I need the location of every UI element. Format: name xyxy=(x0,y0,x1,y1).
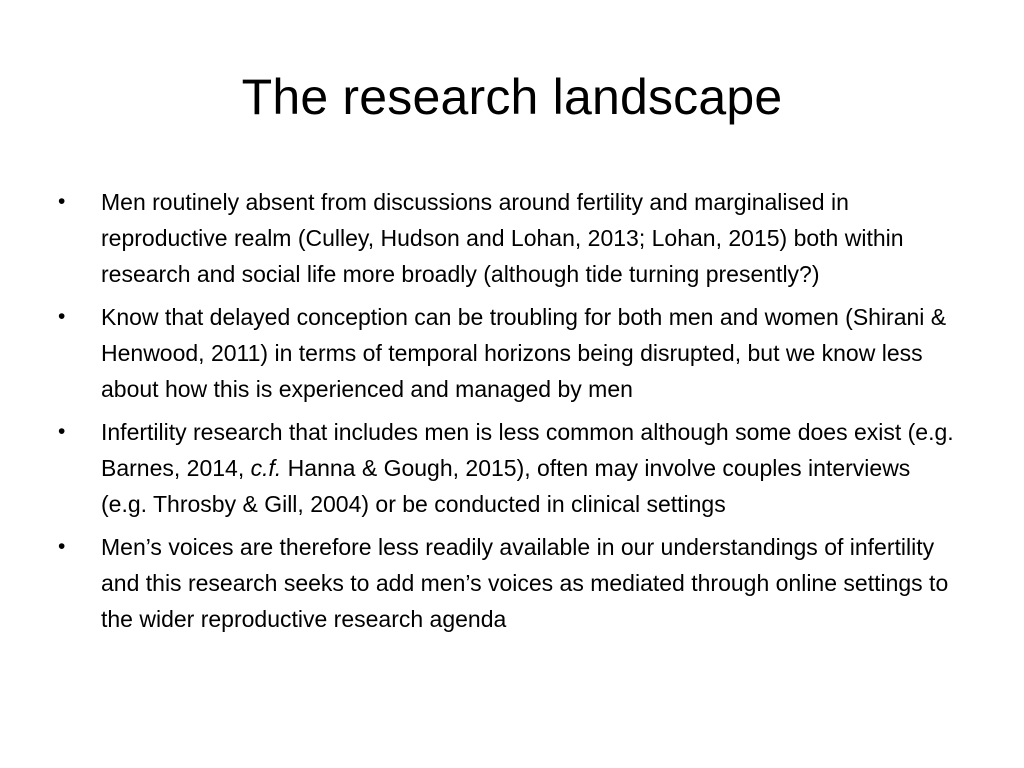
bullet-dot-icon: • xyxy=(58,190,66,213)
bullet-item-1 xyxy=(52,184,962,292)
bullet-text xyxy=(101,419,954,517)
bullet-text-part: Infertility research that includes men is less common although some does exist (e.g. Barnes, 2014, xyxy=(101,419,954,481)
bullet-item-4 xyxy=(52,529,962,637)
bullet-item-2 xyxy=(52,299,962,407)
bullet-dot-icon: • xyxy=(58,305,66,328)
bullet-text: Know that delayed conception can be troubling for both men and women (Shirani & Henwood, 2011) in terms of temporal horizons being disrupted, but we know less about how this is experienced and managed by men xyxy=(101,304,947,402)
bullet-text-part: Hanna & Gough, 2015), often may involve couples interviews (e.g. Throsby & Gill, 2004) or be conducted in clinical settings xyxy=(101,455,911,517)
slide-title: The research landscape xyxy=(241,69,783,125)
bullet-text-italic: c.f. xyxy=(250,455,282,481)
bullet-item-3 xyxy=(52,414,962,522)
bullet-dot-icon: • xyxy=(58,535,66,558)
bullet-text: Men’s voices are therefore less readily available in our understandings of infertility and this research seeks to add men’s voices as mediated through online settings to the wider reproductive research agenda xyxy=(101,534,949,632)
bullet-list xyxy=(52,184,962,644)
bullet-text: Men routinely absent from discussions around fertility and marginalised in reproductive realm (Culley, Hudson and Lohan, 2013; Lohan, 2015) both within research and social life more broadly (although tide turning presently?) xyxy=(101,189,904,287)
bullet-dot-icon: • xyxy=(58,420,66,443)
